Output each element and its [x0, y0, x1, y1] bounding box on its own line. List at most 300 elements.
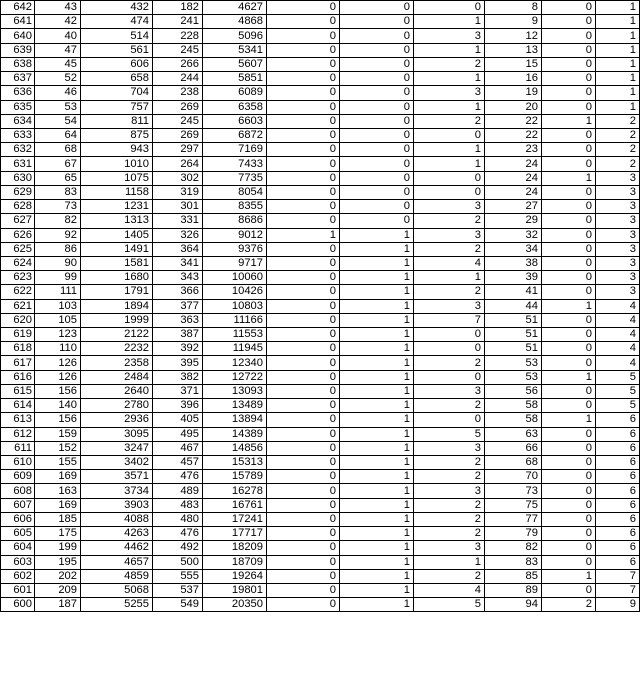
table-cell: 621	[1, 299, 35, 313]
table-cell: 0	[542, 541, 596, 555]
table-cell: 1	[340, 285, 414, 299]
table-cell: 5341	[203, 43, 267, 57]
table-cell: 628	[1, 200, 35, 214]
table-cell: 602	[1, 569, 35, 583]
table-cell: 1	[542, 299, 596, 313]
table-cell: 19801	[203, 583, 267, 597]
table-cell: 264	[153, 157, 203, 171]
table-cell: 3095	[81, 427, 153, 441]
table-cell: 17717	[203, 527, 267, 541]
table-cell: 1405	[81, 228, 153, 242]
table-cell: 0	[340, 128, 414, 142]
table-cell: 1	[340, 569, 414, 583]
table-cell: 0	[542, 512, 596, 526]
table-cell: 0	[542, 72, 596, 86]
table-cell: 0	[267, 484, 340, 498]
table-cell: 757	[81, 100, 153, 114]
table-cell: 0	[267, 143, 340, 157]
table-cell: 1	[340, 399, 414, 413]
table-cell: 0	[542, 313, 596, 327]
table-cell: 0	[267, 456, 340, 470]
table-cell: 1	[340, 484, 414, 498]
table-cell: 245	[153, 43, 203, 57]
table-cell: 0	[542, 128, 596, 142]
table-cell: 51	[485, 313, 542, 327]
table-cell: 0	[542, 200, 596, 214]
table-cell: 637	[1, 72, 35, 86]
table-cell: 0	[542, 214, 596, 228]
table-cell: 3	[414, 541, 485, 555]
table-cell: 83	[485, 555, 542, 569]
table-cell: 3	[596, 185, 640, 199]
table-cell: 4263	[81, 527, 153, 541]
table-cell: 14856	[203, 441, 267, 455]
table-cell: 3	[596, 200, 640, 214]
table-cell: 483	[153, 498, 203, 512]
table-cell: 7735	[203, 171, 267, 185]
table-cell: 3	[596, 271, 640, 285]
table-cell: 457	[153, 456, 203, 470]
table-cell: 12340	[203, 356, 267, 370]
table-cell: 2484	[81, 370, 153, 384]
table-cell: 555	[153, 569, 203, 583]
table-cell: 0	[340, 86, 414, 100]
table-cell: 704	[81, 86, 153, 100]
table-row	[1, 114, 640, 128]
table-cell: 3	[414, 484, 485, 498]
table-cell: 1231	[81, 200, 153, 214]
table-cell: 4	[414, 583, 485, 597]
table-cell: 0	[542, 15, 596, 29]
table-cell: 2122	[81, 328, 153, 342]
table-cell: 1	[340, 583, 414, 597]
table-cell: 1	[542, 569, 596, 583]
table-cell: 0	[267, 214, 340, 228]
table-cell: 0	[542, 185, 596, 199]
table-cell: 85	[485, 569, 542, 583]
table-row	[1, 57, 640, 71]
table-cell: 6089	[203, 86, 267, 100]
table-cell: 600	[1, 598, 35, 612]
table-cell: 612	[1, 427, 35, 441]
table-cell: 1	[414, 43, 485, 57]
table-cell: 0	[267, 399, 340, 413]
table-row	[1, 271, 640, 285]
table-cell: 811	[81, 114, 153, 128]
table-cell: 2	[596, 114, 640, 128]
table-cell: 202	[35, 569, 81, 583]
table-cell: 6	[596, 456, 640, 470]
table-cell: 2	[596, 143, 640, 157]
table-cell: 0	[267, 470, 340, 484]
table-cell: 1	[596, 100, 640, 114]
table-cell: 2	[596, 157, 640, 171]
table-cell: 11166	[203, 313, 267, 327]
table-cell: 2780	[81, 399, 153, 413]
table-cell: 1	[596, 29, 640, 43]
table-cell: 3	[596, 171, 640, 185]
table-cell: 0	[542, 143, 596, 157]
table-cell: 44	[485, 299, 542, 313]
table-cell: 13894	[203, 413, 267, 427]
table-cell: 492	[153, 541, 203, 555]
table-cell: 0	[267, 384, 340, 398]
table-cell: 1	[596, 72, 640, 86]
table-cell: 0	[267, 171, 340, 185]
table-cell: 86	[35, 242, 81, 256]
table-cell: 1	[340, 313, 414, 327]
table-cell: 5096	[203, 29, 267, 43]
table-cell: 0	[267, 100, 340, 114]
table-cell: 364	[153, 242, 203, 256]
table-row	[1, 399, 640, 413]
table-cell: 606	[1, 512, 35, 526]
table-cell: 634	[1, 114, 35, 128]
table-cell: 19	[485, 86, 542, 100]
table-cell: 245	[153, 114, 203, 128]
table-cell: 0	[542, 484, 596, 498]
table-cell: 45	[35, 57, 81, 71]
table-cell: 6	[596, 413, 640, 427]
table-cell: 0	[340, 143, 414, 157]
table-cell: 16	[485, 72, 542, 86]
table-cell: 22	[485, 114, 542, 128]
table-row	[1, 256, 640, 270]
table-cell: 6	[596, 555, 640, 569]
table-cell: 4	[596, 313, 640, 327]
table-cell: 631	[1, 157, 35, 171]
table-cell: 2	[414, 242, 485, 256]
table-cell: 366	[153, 285, 203, 299]
table-cell: 6	[596, 527, 640, 541]
table-cell: 70	[485, 470, 542, 484]
table-cell: 34	[485, 242, 542, 256]
table-cell: 1894	[81, 299, 153, 313]
table-cell: 7	[414, 313, 485, 327]
table-cell: 2	[414, 498, 485, 512]
table-cell: 629	[1, 185, 35, 199]
table-cell: 624	[1, 256, 35, 270]
table-cell: 94	[485, 598, 542, 612]
table-cell: 0	[542, 356, 596, 370]
table-cell: 341	[153, 256, 203, 270]
table-cell: 1	[340, 541, 414, 555]
table-cell: 4627	[203, 1, 267, 15]
table-cell: 2936	[81, 413, 153, 427]
table-cell: 0	[542, 342, 596, 356]
table-cell: 56	[485, 384, 542, 398]
table-cell: 0	[542, 157, 596, 171]
table-cell: 1	[340, 370, 414, 384]
table-row	[1, 527, 640, 541]
table-cell: 627	[1, 214, 35, 228]
table-cell: 0	[267, 313, 340, 327]
table-cell: 11553	[203, 328, 267, 342]
table-cell: 15	[485, 57, 542, 71]
table-cell: 476	[153, 470, 203, 484]
table-cell: 241	[153, 15, 203, 29]
table-cell: 0	[267, 583, 340, 597]
table-cell: 27	[485, 200, 542, 214]
table-cell: 39	[485, 271, 542, 285]
table-cell: 549	[153, 598, 203, 612]
table-cell: 1	[596, 43, 640, 57]
table-cell: 0	[414, 328, 485, 342]
table-cell: 297	[153, 143, 203, 157]
table-cell: 0	[267, 413, 340, 427]
table-cell: 1	[340, 441, 414, 455]
table-cell: 3	[414, 86, 485, 100]
table-cell: 1	[414, 72, 485, 86]
table-cell: 40	[35, 29, 81, 43]
table-row	[1, 100, 640, 114]
table-row	[1, 384, 640, 398]
table-cell: 4	[596, 356, 640, 370]
table-row	[1, 342, 640, 356]
table-cell: 537	[153, 583, 203, 597]
table-cell: 2640	[81, 384, 153, 398]
table-cell: 4462	[81, 541, 153, 555]
table-cell: 1680	[81, 271, 153, 285]
table-cell: 1	[340, 413, 414, 427]
table-cell: 2358	[81, 356, 153, 370]
table-cell: 14389	[203, 427, 267, 441]
table-cell: 2	[414, 285, 485, 299]
table-cell: 0	[340, 157, 414, 171]
table-cell: 9376	[203, 242, 267, 256]
table-cell: 1	[340, 427, 414, 441]
table-cell: 24	[485, 185, 542, 199]
table-cell: 500	[153, 555, 203, 569]
table-cell: 377	[153, 299, 203, 313]
table-row	[1, 427, 640, 441]
table-cell: 0	[267, 328, 340, 342]
table-cell: 0	[340, 185, 414, 199]
table-cell: 0	[542, 100, 596, 114]
table-row	[1, 484, 640, 498]
table-row	[1, 456, 640, 470]
table-cell: 1	[340, 555, 414, 569]
table-cell: 9	[596, 598, 640, 612]
table-cell: 0	[267, 541, 340, 555]
table-cell: 3402	[81, 456, 153, 470]
table-cell: 156	[35, 384, 81, 398]
table-cell: 1	[340, 384, 414, 398]
table-cell: 82	[35, 214, 81, 228]
table-cell: 1491	[81, 242, 153, 256]
table-cell: 67	[35, 157, 81, 171]
table-cell: 0	[267, 285, 340, 299]
table-cell: 363	[153, 313, 203, 327]
table-cell: 3	[414, 29, 485, 43]
table-cell: 1	[340, 527, 414, 541]
table-cell: 331	[153, 214, 203, 228]
table-cell: 615	[1, 384, 35, 398]
table-cell: 636	[1, 86, 35, 100]
table-cell: 641	[1, 15, 35, 29]
table-cell: 6358	[203, 100, 267, 114]
table-cell: 5851	[203, 72, 267, 86]
table-cell: 51	[485, 328, 542, 342]
table-row	[1, 228, 640, 242]
table-cell: 0	[267, 200, 340, 214]
table-cell: 5	[414, 427, 485, 441]
table-cell: 1	[542, 114, 596, 128]
table-row	[1, 299, 640, 313]
table-cell: 0	[414, 128, 485, 142]
table-cell: 269	[153, 128, 203, 142]
table-cell: 396	[153, 399, 203, 413]
table-cell: 0	[414, 413, 485, 427]
table-cell: 0	[267, 441, 340, 455]
table-cell: 0	[340, 43, 414, 57]
table-cell: 638	[1, 57, 35, 71]
table-cell: 54	[35, 114, 81, 128]
table-cell: 618	[1, 342, 35, 356]
table-row	[1, 171, 640, 185]
table-cell: 266	[153, 57, 203, 71]
table-cell: 6	[596, 441, 640, 455]
table-row	[1, 541, 640, 555]
table-cell: 64	[35, 128, 81, 142]
table-cell: 514	[81, 29, 153, 43]
table-cell: 24	[485, 157, 542, 171]
table-cell: 0	[414, 185, 485, 199]
table-cell: 105	[35, 313, 81, 327]
table-cell: 99	[35, 271, 81, 285]
table-cell: 3	[414, 299, 485, 313]
table-cell: 392	[153, 342, 203, 356]
table-cell: 140	[35, 399, 81, 413]
table-cell: 0	[340, 15, 414, 29]
table-cell: 13489	[203, 399, 267, 413]
table-cell: 73	[485, 484, 542, 498]
table-cell: 0	[542, 555, 596, 569]
table-cell: 608	[1, 484, 35, 498]
table-cell: 0	[267, 57, 340, 71]
table-cell: 52	[35, 72, 81, 86]
table-cell: 1	[414, 15, 485, 29]
table-cell: 0	[542, 583, 596, 597]
table-cell: 24	[485, 171, 542, 185]
table-row	[1, 15, 640, 29]
table-row	[1, 569, 640, 583]
table-cell: 77	[485, 512, 542, 526]
table-cell: 5	[596, 370, 640, 384]
table-cell: 1	[596, 15, 640, 29]
table-cell: 43	[35, 1, 81, 15]
table-cell: 6872	[203, 128, 267, 142]
table-cell: 6	[596, 512, 640, 526]
table-cell: 1	[340, 271, 414, 285]
table-cell: 1	[542, 370, 596, 384]
table-row	[1, 356, 640, 370]
table-cell: 2	[414, 512, 485, 526]
table-cell: 13	[485, 43, 542, 57]
table-cell: 603	[1, 555, 35, 569]
table-cell: 3734	[81, 484, 153, 498]
table-cell: 4	[414, 256, 485, 270]
table-row	[1, 441, 640, 455]
table-cell: 68	[35, 143, 81, 157]
table-cell: 6	[596, 427, 640, 441]
table-cell: 632	[1, 143, 35, 157]
table-cell: 619	[1, 328, 35, 342]
table-cell: 111	[35, 285, 81, 299]
table-cell: 606	[81, 57, 153, 71]
table-cell: 1	[340, 470, 414, 484]
table-cell: 41	[485, 285, 542, 299]
table-cell: 79	[485, 527, 542, 541]
table-cell: 5	[596, 399, 640, 413]
table-row	[1, 143, 640, 157]
table-cell: 4088	[81, 512, 153, 526]
table-cell: 7	[596, 569, 640, 583]
table-cell: 0	[340, 100, 414, 114]
table-cell: 1	[340, 512, 414, 526]
table-cell: 195	[35, 555, 81, 569]
table-cell: 0	[267, 157, 340, 171]
table-cell: 432	[81, 1, 153, 15]
table-cell: 0	[267, 569, 340, 583]
table-cell: 1313	[81, 214, 153, 228]
table-cell: 0	[542, 470, 596, 484]
table-cell: 0	[340, 29, 414, 43]
table-cell: 163	[35, 484, 81, 498]
table-cell: 13093	[203, 384, 267, 398]
table-cell: 47	[35, 43, 81, 57]
table-cell: 159	[35, 427, 81, 441]
table-cell: 53	[485, 370, 542, 384]
table-cell: 0	[340, 1, 414, 15]
table-cell: 29	[485, 214, 542, 228]
table-cell: 7433	[203, 157, 267, 171]
table-cell: 1010	[81, 157, 153, 171]
table-cell: 9717	[203, 256, 267, 270]
table-cell: 2	[414, 214, 485, 228]
table-cell: 0	[267, 128, 340, 142]
table-cell: 630	[1, 171, 35, 185]
table-cell: 2	[414, 399, 485, 413]
table-cell: 0	[267, 356, 340, 370]
table-cell: 0	[414, 1, 485, 15]
table-cell: 622	[1, 285, 35, 299]
table-cell: 2232	[81, 342, 153, 356]
table-cell: 3	[596, 242, 640, 256]
table-cell: 489	[153, 484, 203, 498]
table-row	[1, 200, 640, 214]
table-cell: 3	[414, 384, 485, 398]
table-cell: 495	[153, 427, 203, 441]
table-cell: 0	[267, 555, 340, 569]
table-cell: 1	[340, 256, 414, 270]
table-cell: 103	[35, 299, 81, 313]
table-cell: 123	[35, 328, 81, 342]
table-cell: 58	[485, 399, 542, 413]
table-cell: 0	[542, 57, 596, 71]
table-cell: 8686	[203, 214, 267, 228]
table-cell: 4868	[203, 15, 267, 29]
table-cell: 5	[414, 598, 485, 612]
table-cell: 182	[153, 1, 203, 15]
table-cell: 156	[35, 413, 81, 427]
table-cell: 53	[35, 100, 81, 114]
table-row	[1, 86, 640, 100]
table-cell: 0	[267, 498, 340, 512]
table-cell: 1	[596, 1, 640, 15]
table-cell: 480	[153, 512, 203, 526]
table-cell: 1	[340, 342, 414, 356]
